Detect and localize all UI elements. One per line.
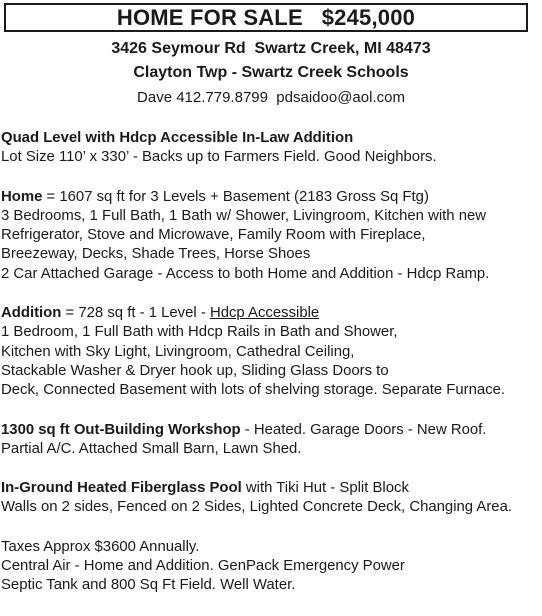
pool-section xyxy=(1,479,541,518)
intro-heading: Quad Level with Hdcp Accessible In-Law Addition xyxy=(1,130,354,146)
pool-first-line xyxy=(1,479,541,498)
central-air-line: Central Air - Home and Addition. GenPack Emergency Power xyxy=(1,558,405,575)
home-sqft: = 1607 sq ft for 3 Levels + Basement (2183 Gross Sq Ftg) xyxy=(42,188,429,205)
pool-details: with Tiki Hut - Split Block xyxy=(241,480,409,497)
home-line-5: 2 Car Attached Garage - Access to both Home and Addition - Hdcp Ramp. xyxy=(1,265,490,282)
addition-first-line xyxy=(1,304,541,323)
home-first-line xyxy=(1,188,541,207)
addition-label: Addition xyxy=(1,305,62,322)
property-address: 3426 Seymour Rd Swartz Creek, MI 48473 xyxy=(111,40,431,57)
workshop-section xyxy=(1,421,541,460)
hdcp-accessible-text: Hdcp Accessible xyxy=(209,305,320,322)
intro-section xyxy=(1,129,541,168)
addition-line-4: Stackable Washer & Dryer hook up, Sliding Glass Doors to xyxy=(1,362,389,379)
pool-heading: In-Ground Heated Fiberglass Pool xyxy=(1,480,242,497)
addition-line-3: Kitchen with Sky Light, Livingroom, Cathedral Ceiling, xyxy=(1,343,355,360)
workshop-first-line xyxy=(1,421,541,440)
home-line-4: Breezeway, Decks, Shade Trees, Horse Shoes xyxy=(1,246,311,263)
home-line-3: Refrigerator, Stove and Microwave, Family Room with Fireplace, xyxy=(1,227,426,244)
township-schools: Clayton Twp - Swartz Creek Schools xyxy=(133,64,409,81)
workshop-heading: 1300 sq ft Out-Building Workshop xyxy=(1,421,241,438)
lot-size-line: Lot Size 110’ x 330’ - Backs up to Farmers Field. Good Neighbors. xyxy=(1,149,437,166)
workshop-details: - Heated. Garage Doors - New Roof. xyxy=(240,421,487,438)
listing-body xyxy=(1,129,541,616)
home-label: Home xyxy=(1,188,43,205)
addition-line-5: Deck, Connected Basement with lots of shelving storage. Separate Furnace. xyxy=(1,382,506,399)
pool-line-2: Walls on 2 sides, Fenced on 2 Sides, Lighted Concrete Deck, Changing Area. xyxy=(1,499,512,516)
title-banner xyxy=(4,3,528,32)
home-line-2: 3 Bedrooms, 1 Full Bath, 1 Bath w/ Shower, Livingroom, Kitchen with new xyxy=(1,207,487,224)
workshop-line-2: Partial A/C. Attached Small Barn, Lawn Shed. xyxy=(1,440,302,457)
septic-line: Septic Tank and 800 Sq Ft Field. Well Water. xyxy=(1,577,296,594)
home-section xyxy=(1,188,541,284)
addition-line-2: 1 Bedroom, 1 Full Bath with Hdcp Rails in Bath and Shower, xyxy=(1,324,398,341)
contact-info: Dave 412.779.8799 pdsaidoo@aol.com xyxy=(137,89,405,106)
listing-title: HOME FOR SALE $245,000 xyxy=(116,4,416,30)
misc-section xyxy=(1,538,541,596)
addition-section xyxy=(1,304,541,400)
taxes-line: Taxes Approx $3600 Annually. xyxy=(1,538,200,555)
addition-sqft: = 728 sq ft - 1 Level - xyxy=(61,305,210,322)
